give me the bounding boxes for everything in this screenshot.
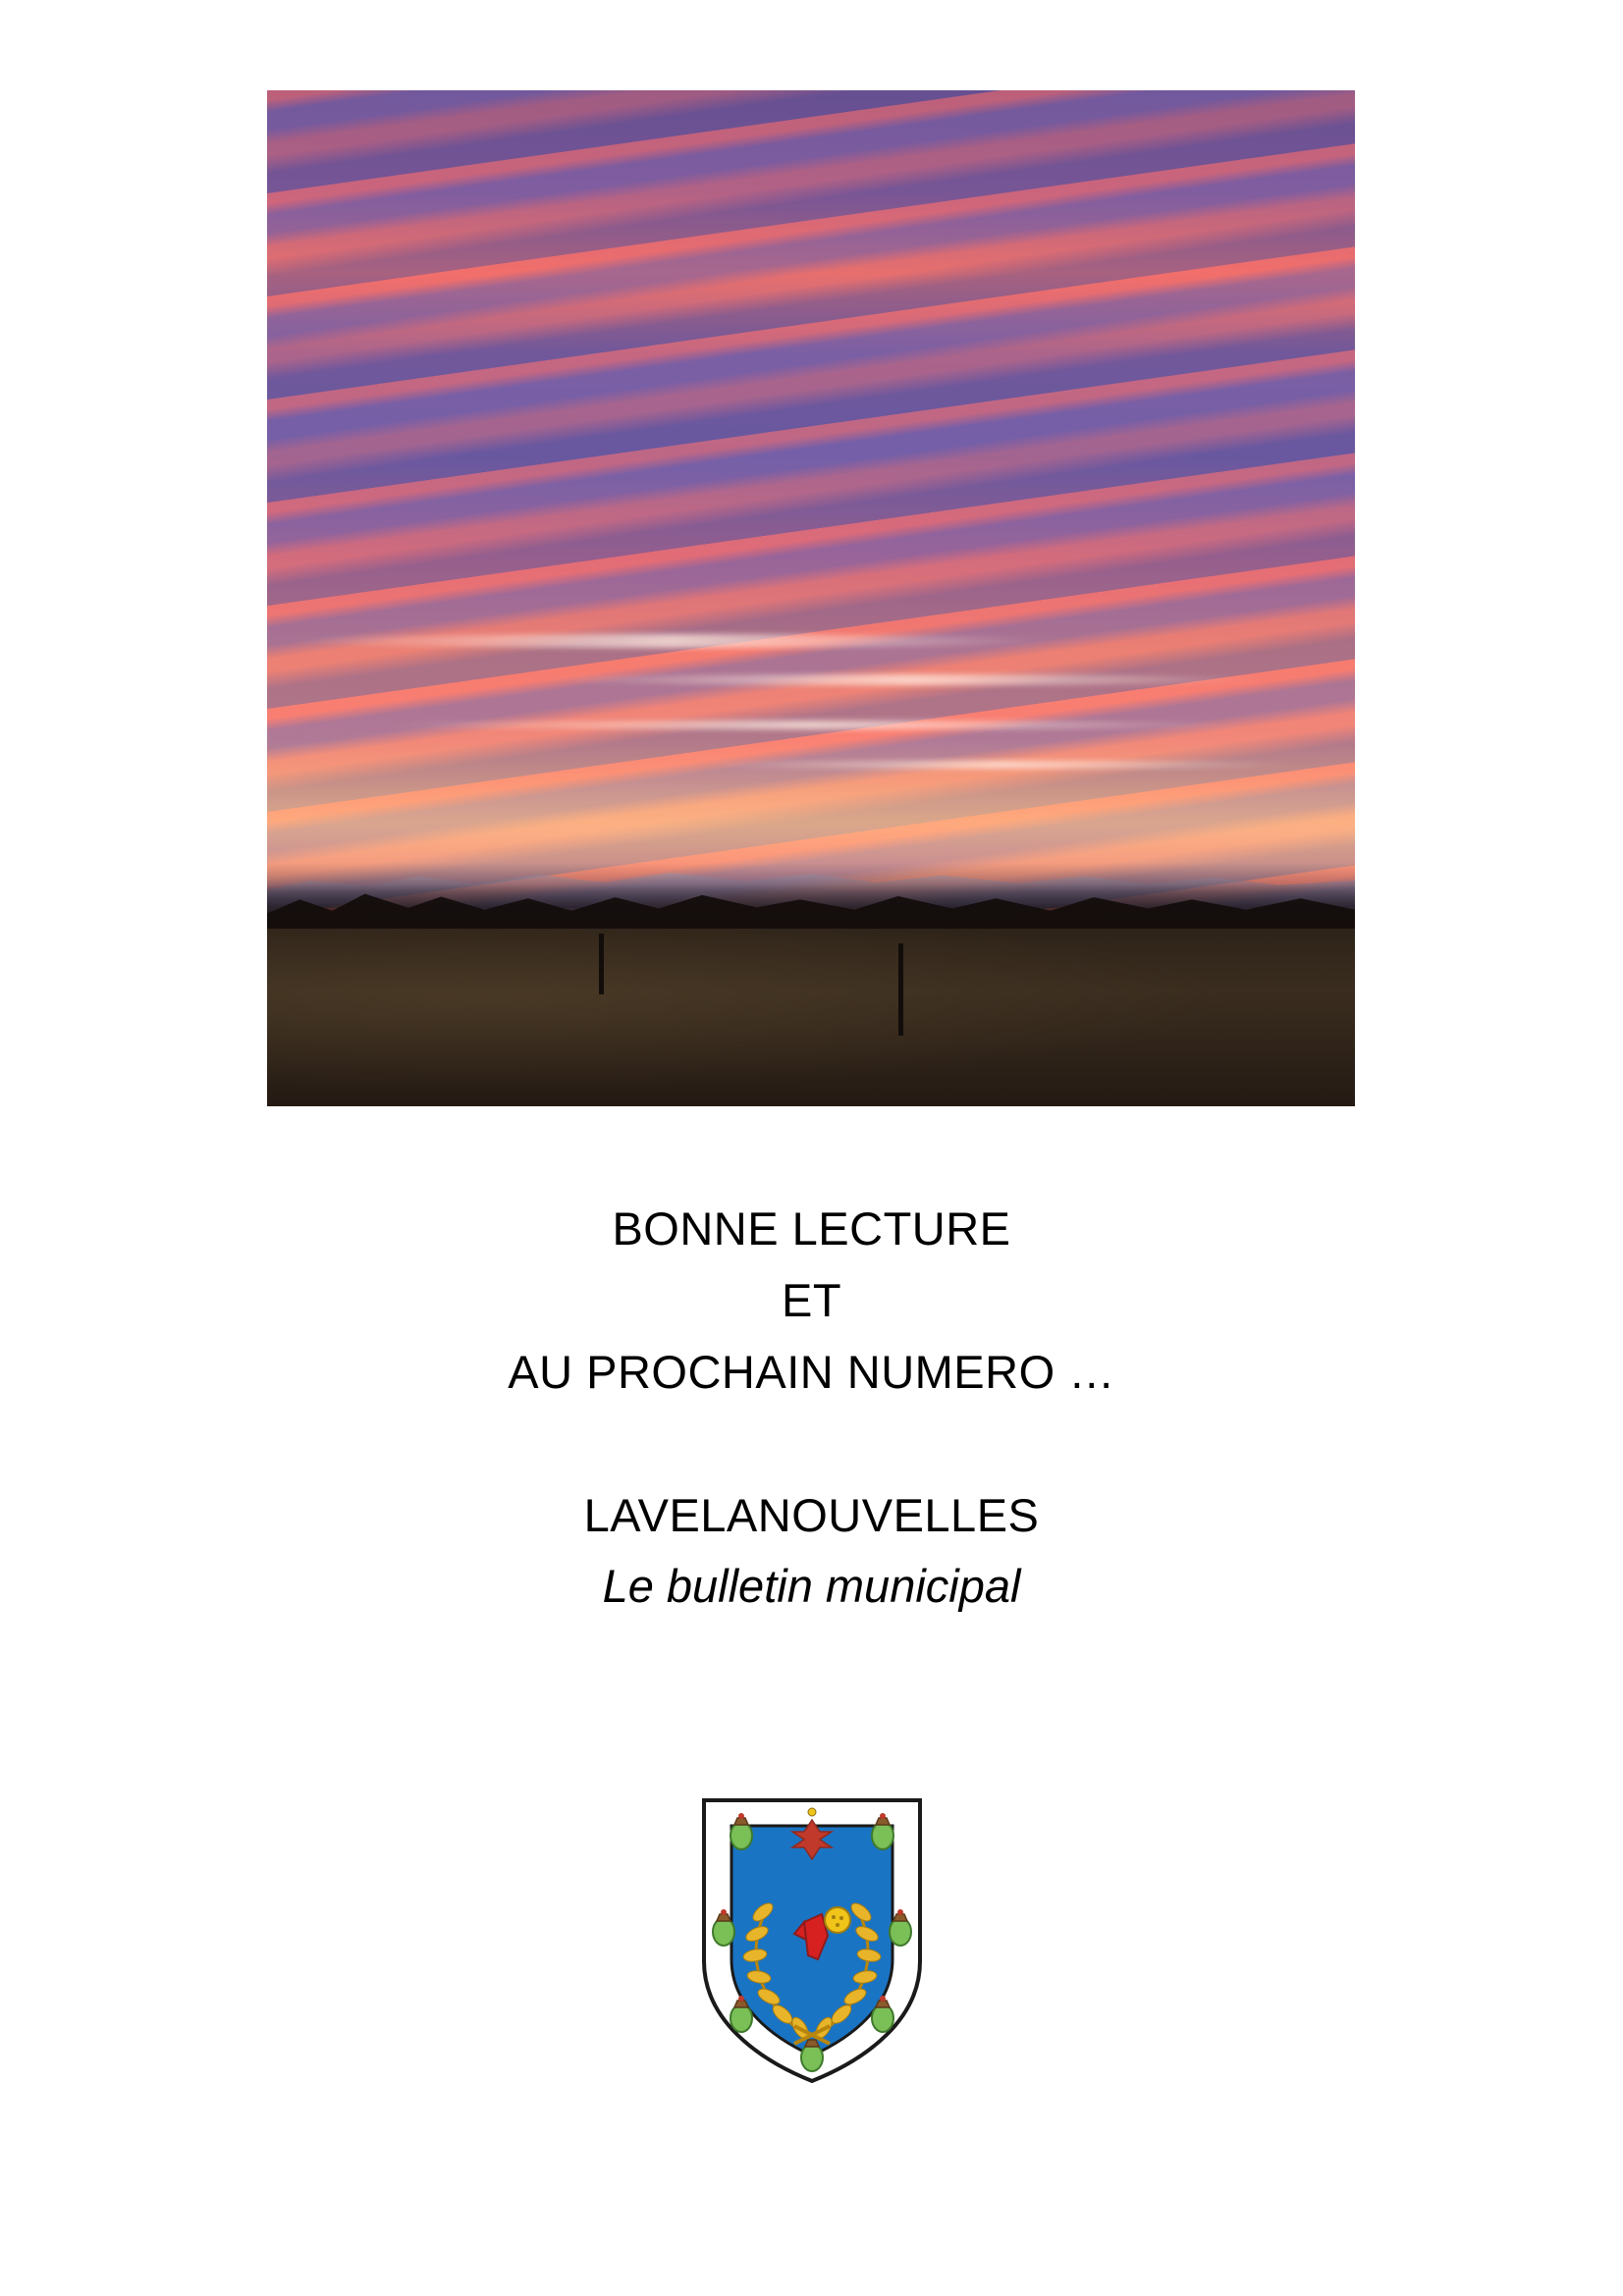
cloud-streak-icon — [550, 674, 1268, 685]
fence-post — [898, 943, 903, 1035]
sunset-photo-image — [267, 90, 1355, 1106]
field-foreground — [267, 929, 1355, 1106]
mountain-range — [267, 847, 1355, 908]
commune-name: LAVELANOUVELLES — [583, 1489, 1040, 1541]
coat-of-arms-icon — [684, 1787, 940, 2091]
cloud-streak-icon — [376, 721, 1246, 729]
closing-line-3: AU PROCHAIN NUMERO … — [508, 1346, 1115, 1398]
sunset-photo — [267, 90, 1355, 1106]
bulletin-subtitle: Le bulletin municipal — [602, 1560, 1021, 1612]
closing-text-block — [0, 1193, 1623, 1621]
text-spacer — [0, 1408, 1623, 1478]
cloud-streak-icon — [702, 761, 1300, 769]
closing-line-2: ET — [781, 1274, 842, 1326]
cloud-streak-icon — [289, 634, 1051, 648]
fence-post — [599, 934, 604, 994]
closing-line-1: BONNE LECTURE — [612, 1202, 1011, 1255]
